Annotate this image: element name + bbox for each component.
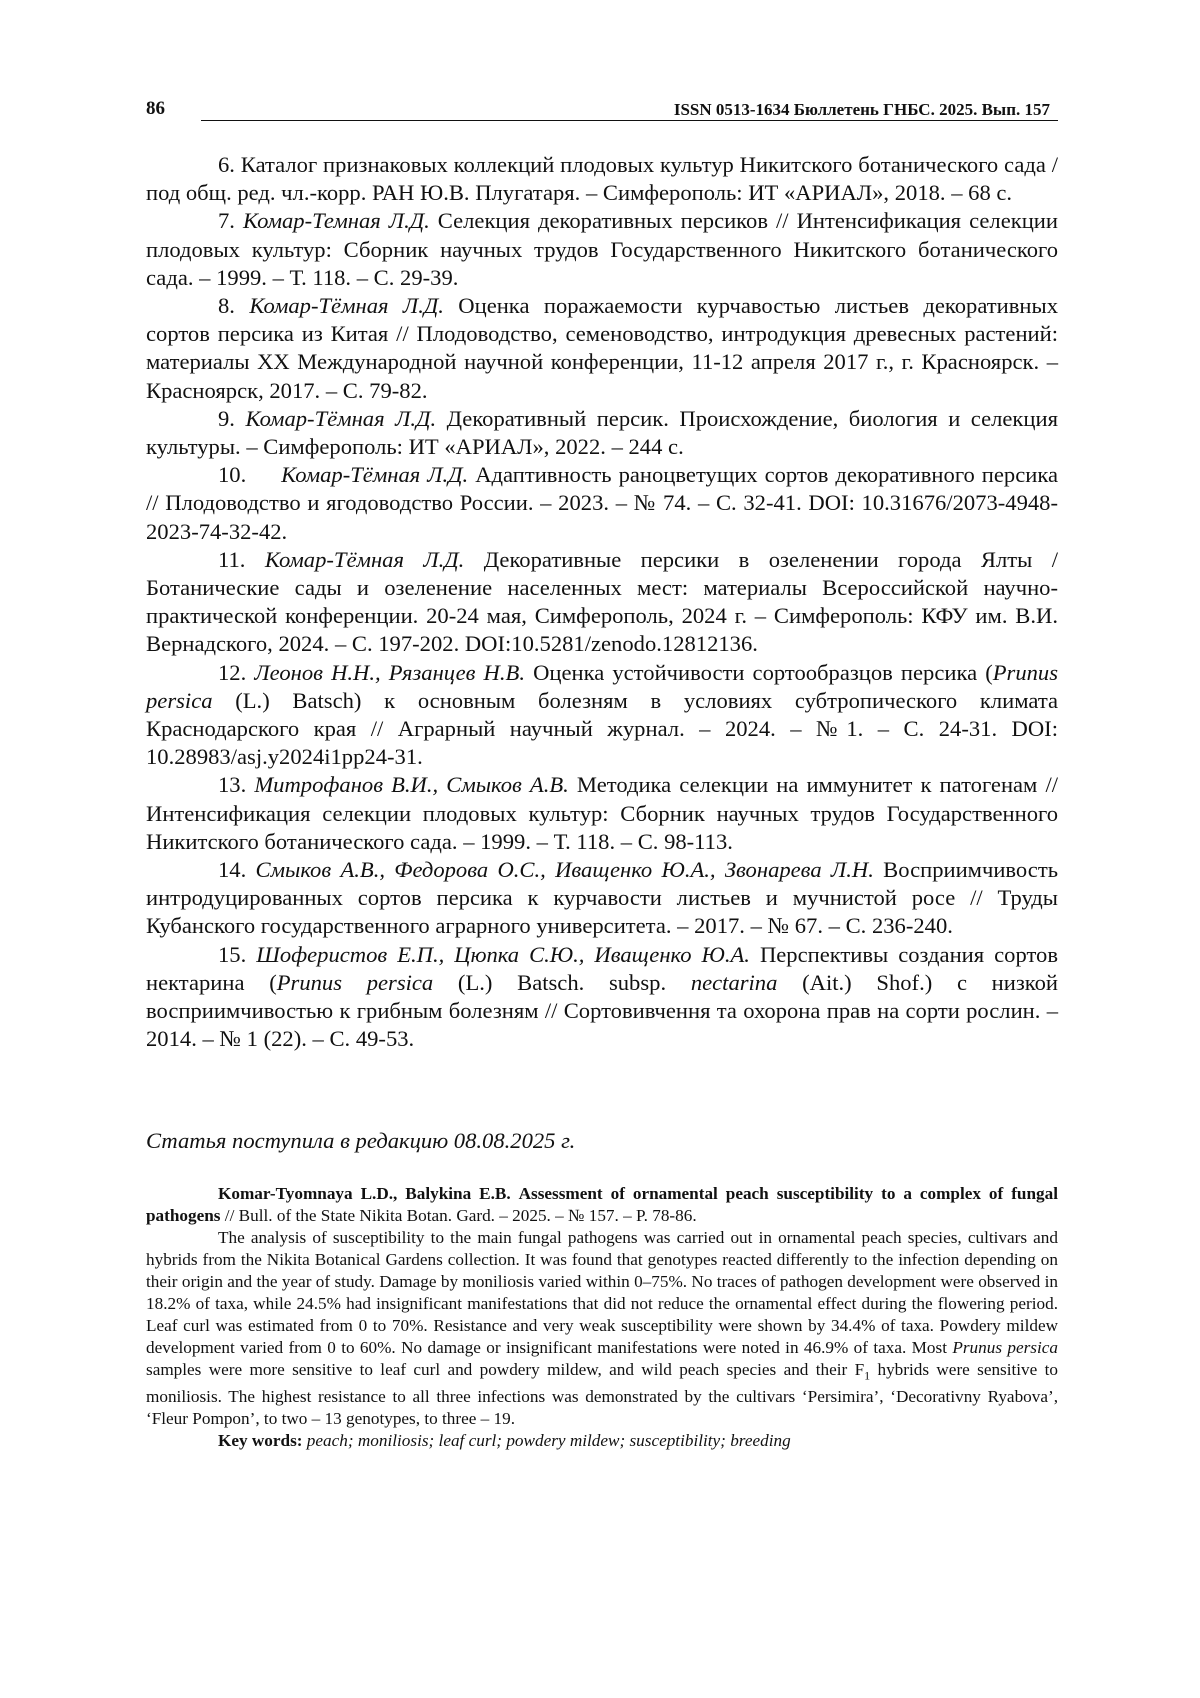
subscript: 1 (864, 1368, 871, 1383)
ref-text: Каталог признаковых коллекций плодовых культур Никитского ботанического сада / под общ. ред. чл.-корр. РАН Ю.В. Плугатаря. – Симферополь: ИТ «АРИАЛ», 2018. – 68 с. (146, 152, 1058, 206)
journal-title: ISSN 0513-1634 Бюллетень ГНБС. 2025. Вып. 157 (673, 100, 1050, 119)
abstract-authors: Komar-Tyomnaya L.D., Balykina E.B. (218, 1184, 511, 1203)
abstract-text: hybrids were sensitive to moniliosis. The highest resistance to all three infections was demonstrated by the cultivars ‘Persimira’, ‘Decorativny Ryabova’, ‘Fleur Pompon’, to two – 13 genotypes, to three – 19. (146, 1360, 1058, 1429)
reference-14 (146, 856, 1058, 941)
page-number: 86 (146, 98, 165, 119)
reference-6 (146, 151, 1058, 207)
abstract-source: // Bull. of the State Nikita Botan. Gard. – 2025. – № 157. – P. 78-86. (220, 1206, 697, 1225)
ref-authors: Митрофанов В.И., Смыков А.В. (254, 772, 569, 798)
ref-text: (Ait.) Shof.) с низкой восприимчивостью к грибным болезням // Сортовивчення та охорона прав на сорти рослин. – 2014. – № 1 (22). – С. 49-53. (146, 969, 1059, 1052)
ref-text: Селекция декоративных персиков // Интенсификация селекции плодовых культур: Сборник научных трудов Государственного Никитского ботанического сада. – 1999. – Т. 118. – С. 29-39. (146, 208, 1058, 290)
reference-13 (146, 771, 1058, 856)
keywords-values: peach; moniliosis; leaf curl; powdery mildew; susceptibility; breeding (302, 1431, 791, 1451)
ref-authors: Комар-Темная Л.Д. (242, 208, 430, 234)
species-name: Prunus persica (952, 1338, 1058, 1357)
abstract-title: Assessment of ornamental peach susceptibility to a complex of fungal pathogens (146, 1184, 1059, 1225)
ref-number: 6. (218, 152, 235, 177)
species-name: Prunus persica (276, 969, 434, 995)
keywords (146, 1430, 1058, 1452)
ref-number: 15. (218, 941, 247, 967)
subspecies-name: nectarina (690, 969, 778, 995)
running-header (146, 98, 1058, 122)
abstract-text: samples were more sensitive to leaf curl and powdery mildew, and wild peach species and their F (146, 1360, 865, 1379)
reference-10 (146, 461, 1058, 546)
reference-7 (146, 207, 1058, 292)
abstract-text: The analysis of susceptibility to the main fungal pathogens was carried out in ornamental peach species, cultivars and hybrids from the Nikita Botanical Gardens collection. It was found that genotypes reacted differently to the infection depending on their origin and the year of study. Damage by moniliosis varied within 0–75%. No traces of pathogen development were observed in 18.2% of taxa, while 24.5% had insignificant manifestations that did not reduce the ornamental effect during the flowering period. Leaf curl was estimated from 0 to 70%. Resistance and very weak susceptibility were shown by 34.4% of taxa. Powdery mildew development varied from 0 to 60%. No damage or insignificant manifestations were noted in 46.9% of taxa. Most (146, 1228, 1058, 1357)
ref-text: Перспективы создания сортов нектарина ( (146, 941, 1059, 995)
reference-15 (146, 941, 1058, 1054)
ref-text: Оценка поражаемости курчавостью листьев декоративных сортов персика из Китая // Плодоводство, семеноводство, интродукция древесных растений: материалы XX Международной научной конференции, 11-12 апреля 2017 г., г. Красноярск. – Красноярск, 2017. – С. 79-82. (146, 293, 1058, 403)
ref-text: Оценка устойчивости сортообразцов персика ( (533, 659, 993, 685)
header-rule (201, 120, 1058, 121)
ref-authors: Комар-Тёмная Л.Д. (249, 293, 444, 319)
ref-text: (L.) Batsch) к основным болезням в условиях субтропического климата Краснодарского края // Аграрный научный журнал. – 2024. – №1. – С. 24-31. DOI: 10.28983/asj.y2024i1pp24-31. (146, 687, 1058, 770)
reference-9 (146, 405, 1058, 461)
ref-text: Декоративные персики в озеленении города Ялты / Ботанические сады и озеленение населенных мест: материалы Всероссийской научно-практической конференции. 20-24 мая, Симферополь, 2024 г. – Симферополь: КФУ им. В.И. Вернадского, 2024. – С. 197-202. DOI:10.5281/zenodo.12812136. (146, 546, 1058, 657)
ref-number: 8. (218, 293, 235, 319)
ref-number: 9. (218, 405, 235, 431)
abstract-body (146, 1227, 1058, 1430)
ref-text: Восприимчивость интродуцированных сортов персика к курчавости листьев и мучнистой росе // Труды Кубанского государственного аграрного университета. – 2017. – № 67. – С. 236-240. (146, 857, 1058, 939)
abstract-citation (146, 1183, 1058, 1227)
ref-number: 13. (218, 772, 247, 798)
ref-text: Адаптивность раноцветущих сортов декоративного персика // Плодоводство и ягодоводство России. – 2023. – № 74. – С. 32-41. DOI: 10.31676/2073-4948-2023-74-32-42. (146, 462, 1058, 544)
ref-number: 11. (218, 546, 246, 572)
reference-11 (146, 546, 1058, 659)
ref-number: 7. (218, 208, 235, 234)
ref-authors: Комар-Тёмная Л.Д. (281, 462, 469, 488)
ref-authors: Леонов Н.Н., Рязанцев Н.В. (254, 659, 525, 685)
ref-number: 14. (218, 857, 247, 883)
received-date: Статья поступила в редакцию 08.08.2025 г. (146, 1128, 576, 1153)
ref-authors: Шоферистов Е.П., Цюпка С.Ю., Иващенко Ю.А. (256, 941, 750, 967)
ref-text: Методика селекции на иммунитет к патогенам // Интенсификация селекции плодовых культур: Сборник научных трудов Государственного Никитского ботанического сада. – 1999. – Т. 118. – С. 98-113. (146, 772, 1058, 854)
ref-text: (L.) Batsch. subsp. (433, 969, 691, 995)
ref-number: 12. (218, 659, 247, 685)
ref-number: 10. (218, 462, 247, 488)
reference-12 (146, 659, 1058, 772)
ref-authors: Комар-Тёмная Л.Д. (245, 405, 437, 431)
species-name: Prunus persica (146, 659, 1058, 713)
ref-text: Декоративный персик. Происхождение, биология и селекция культуры. – Симферополь: ИТ «АРИАЛ», 2022. – 244 с. (146, 405, 1058, 460)
ref-authors: Комар-Тёмная Л.Д. (264, 546, 465, 572)
reference-8 (146, 292, 1058, 405)
reference-list (146, 151, 1058, 1054)
english-abstract (146, 1183, 1058, 1452)
ref-authors: Смыков А.В., Федорова О.С., Иващенко Ю.А., Звонарева Л.Н. (255, 857, 874, 883)
keywords-label: Key words: (218, 1431, 303, 1451)
